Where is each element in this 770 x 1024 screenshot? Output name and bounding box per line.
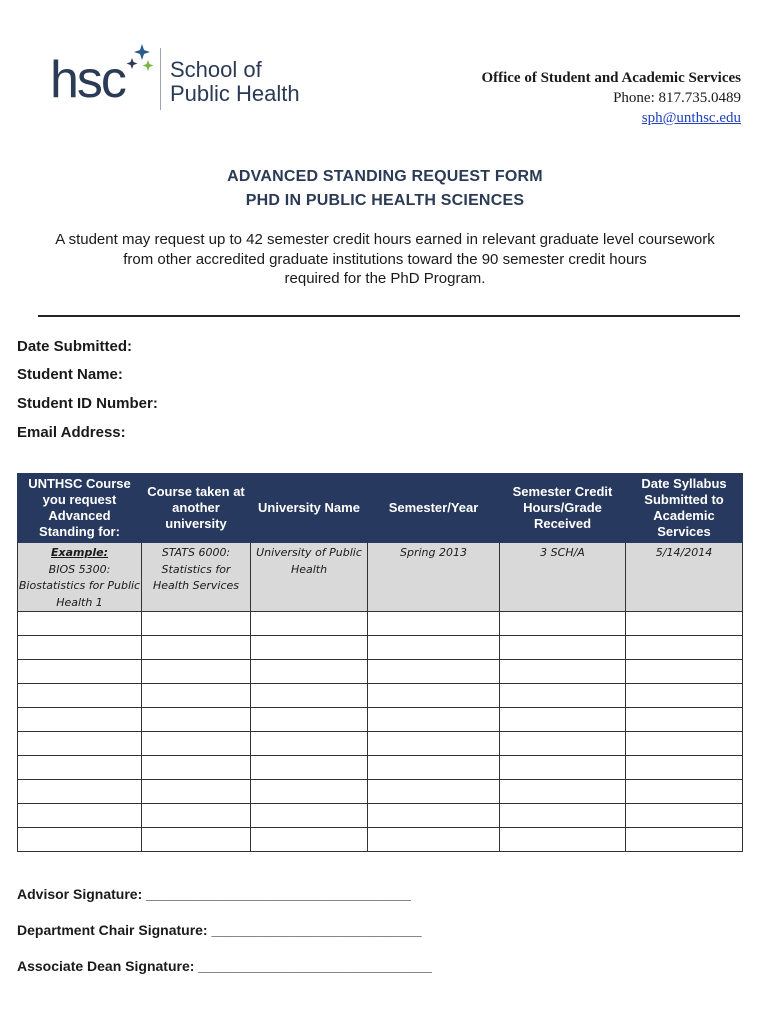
table-cell[interactable] [500, 660, 626, 684]
table-cell[interactable] [368, 780, 500, 804]
table-cell[interactable] [626, 828, 743, 852]
table-cell[interactable] [251, 756, 368, 780]
table-cell[interactable] [368, 804, 500, 828]
table-row [18, 612, 743, 636]
col-header-syllabus-date: Date Syllabus Submitted to Academic Services [626, 474, 743, 543]
table-cell[interactable] [500, 828, 626, 852]
table-cell[interactable] [500, 636, 626, 660]
table-cell[interactable] [18, 780, 142, 804]
table-row [18, 780, 743, 804]
table-cell[interactable] [18, 660, 142, 684]
table-cell[interactable] [18, 684, 142, 708]
table-cell[interactable] [500, 804, 626, 828]
example-label: Example: [51, 546, 108, 559]
col-header-semester: Semester/Year [368, 474, 500, 543]
sparkle-icon [124, 44, 154, 76]
date-submitted-field[interactable]: Date Submitted: [17, 338, 133, 355]
table-cell[interactable] [251, 780, 368, 804]
table-cell[interactable] [142, 612, 251, 636]
example-course-cell [18, 543, 142, 612]
table-cell[interactable] [251, 804, 368, 828]
table-cell[interactable] [626, 804, 743, 828]
table-cell[interactable] [500, 780, 626, 804]
logo-line2: Public Health [170, 81, 300, 106]
table-cell[interactable] [18, 804, 142, 828]
table-cell[interactable] [368, 732, 500, 756]
student-name-field[interactable]: Student Name: [17, 366, 123, 383]
table-cell[interactable] [142, 636, 251, 660]
col-header-unthsc-course: UNTHSC Course you request Advanced Standing for: [18, 474, 142, 543]
table-cell[interactable] [142, 804, 251, 828]
table-cell[interactable] [142, 732, 251, 756]
table-cell[interactable] [368, 660, 500, 684]
table-cell[interactable] [626, 708, 743, 732]
table-row [18, 828, 743, 852]
table-cell[interactable] [368, 828, 500, 852]
table-cell[interactable] [251, 708, 368, 732]
form-title-line1: ADVANCED STANDING REQUEST FORM [227, 168, 543, 185]
table-cell[interactable] [500, 708, 626, 732]
logo-line1: School of [170, 57, 262, 82]
example-row [18, 543, 743, 612]
table-cell[interactable] [368, 612, 500, 636]
table-cell[interactable] [251, 828, 368, 852]
example-course: BIOS 5300: Biostatistics for Public Health 1 [18, 562, 141, 609]
logo-divider [160, 48, 161, 110]
col-header-university: University Name [251, 474, 368, 543]
table-cell[interactable] [18, 708, 142, 732]
advanced-standing-table [17, 473, 743, 852]
table-cell[interactable] [142, 708, 251, 732]
advisor-signature-line[interactable]: Advisor Signature: __________________________________ [17, 886, 411, 902]
form-title-line2: PHD IN PUBLIC HEALTH SCIENCES [245, 192, 525, 209]
student-id-field[interactable]: Student ID Number: [17, 395, 158, 412]
table-cell[interactable] [626, 660, 743, 684]
chair-signature-line[interactable]: Department Chair Signature: ___________________________ [17, 922, 422, 938]
table-row [18, 636, 743, 660]
table-cell[interactable] [142, 756, 251, 780]
table-cell[interactable] [626, 612, 743, 636]
col-header-credit: Semester Credit Hours/Grade Received [500, 474, 626, 543]
divider-rule [38, 315, 740, 317]
logo-wordmark: hsc [50, 51, 125, 109]
table-cell[interactable] [500, 732, 626, 756]
table-cell[interactable] [251, 660, 368, 684]
email-address-field[interactable]: Email Address: [17, 424, 126, 441]
example-semester: Spring 2013 [368, 543, 500, 612]
table-row [18, 708, 743, 732]
table-cell[interactable] [18, 636, 142, 660]
table-row [18, 684, 743, 708]
table-cell[interactable] [251, 684, 368, 708]
example-date: 5/14/2014 [626, 543, 743, 612]
office-phone: Phone: 817.735.0489 [613, 90, 741, 106]
table-cell[interactable] [626, 636, 743, 660]
intro-text [18, 230, 752, 289]
school-logo [50, 44, 330, 114]
table-cell[interactable] [18, 828, 142, 852]
intro-line2: from other accredited graduate institutions toward the 90 semester credit hours [123, 250, 647, 268]
table-cell[interactable] [626, 756, 743, 780]
office-contact [481, 68, 741, 128]
intro-line1: A student may request up to 42 semester credit hours earned in relevant graduate level coursework [55, 231, 715, 248]
table-cell[interactable] [251, 636, 368, 660]
dean-signature-line[interactable]: Associate Dean Signature: ______________________________ [17, 958, 432, 974]
form-title [0, 165, 770, 213]
table-cell[interactable] [500, 612, 626, 636]
col-header-other-course: Course taken at another university [142, 474, 251, 543]
table-cell[interactable] [18, 732, 142, 756]
intro-line3: required for the PhD Program. [284, 270, 486, 287]
example-credit: 3 SCH/A [500, 543, 626, 612]
table-cell[interactable] [500, 756, 626, 780]
table-cell[interactable] [142, 780, 251, 804]
table-cell[interactable] [251, 612, 368, 636]
table-cell[interactable] [142, 684, 251, 708]
table-cell[interactable] [368, 684, 500, 708]
example-other-course: STATS 6000: Statistics for Health Services [142, 543, 251, 612]
table-cell[interactable] [500, 684, 626, 708]
table-cell[interactable] [18, 756, 142, 780]
logo-school-name [170, 58, 300, 106]
office-name: Office of Student and Academic Services [481, 70, 741, 86]
example-university: University of Public Health [251, 543, 368, 612]
table-cell[interactable] [18, 612, 142, 636]
office-email-link[interactable]: sph@unthsc.edu [641, 110, 741, 126]
table-header-row [18, 474, 743, 543]
table-row [18, 732, 743, 756]
table-row [18, 660, 743, 684]
table-cell[interactable] [368, 636, 500, 660]
table-cell[interactable] [142, 828, 251, 852]
table-row [18, 804, 743, 828]
table-cell[interactable] [251, 732, 368, 756]
table-cell[interactable] [626, 732, 743, 756]
table-cell[interactable] [368, 708, 500, 732]
table-cell[interactable] [368, 756, 500, 780]
table-cell[interactable] [626, 780, 743, 804]
table-cell[interactable] [142, 660, 251, 684]
table-cell[interactable] [626, 684, 743, 708]
table-row [18, 756, 743, 780]
